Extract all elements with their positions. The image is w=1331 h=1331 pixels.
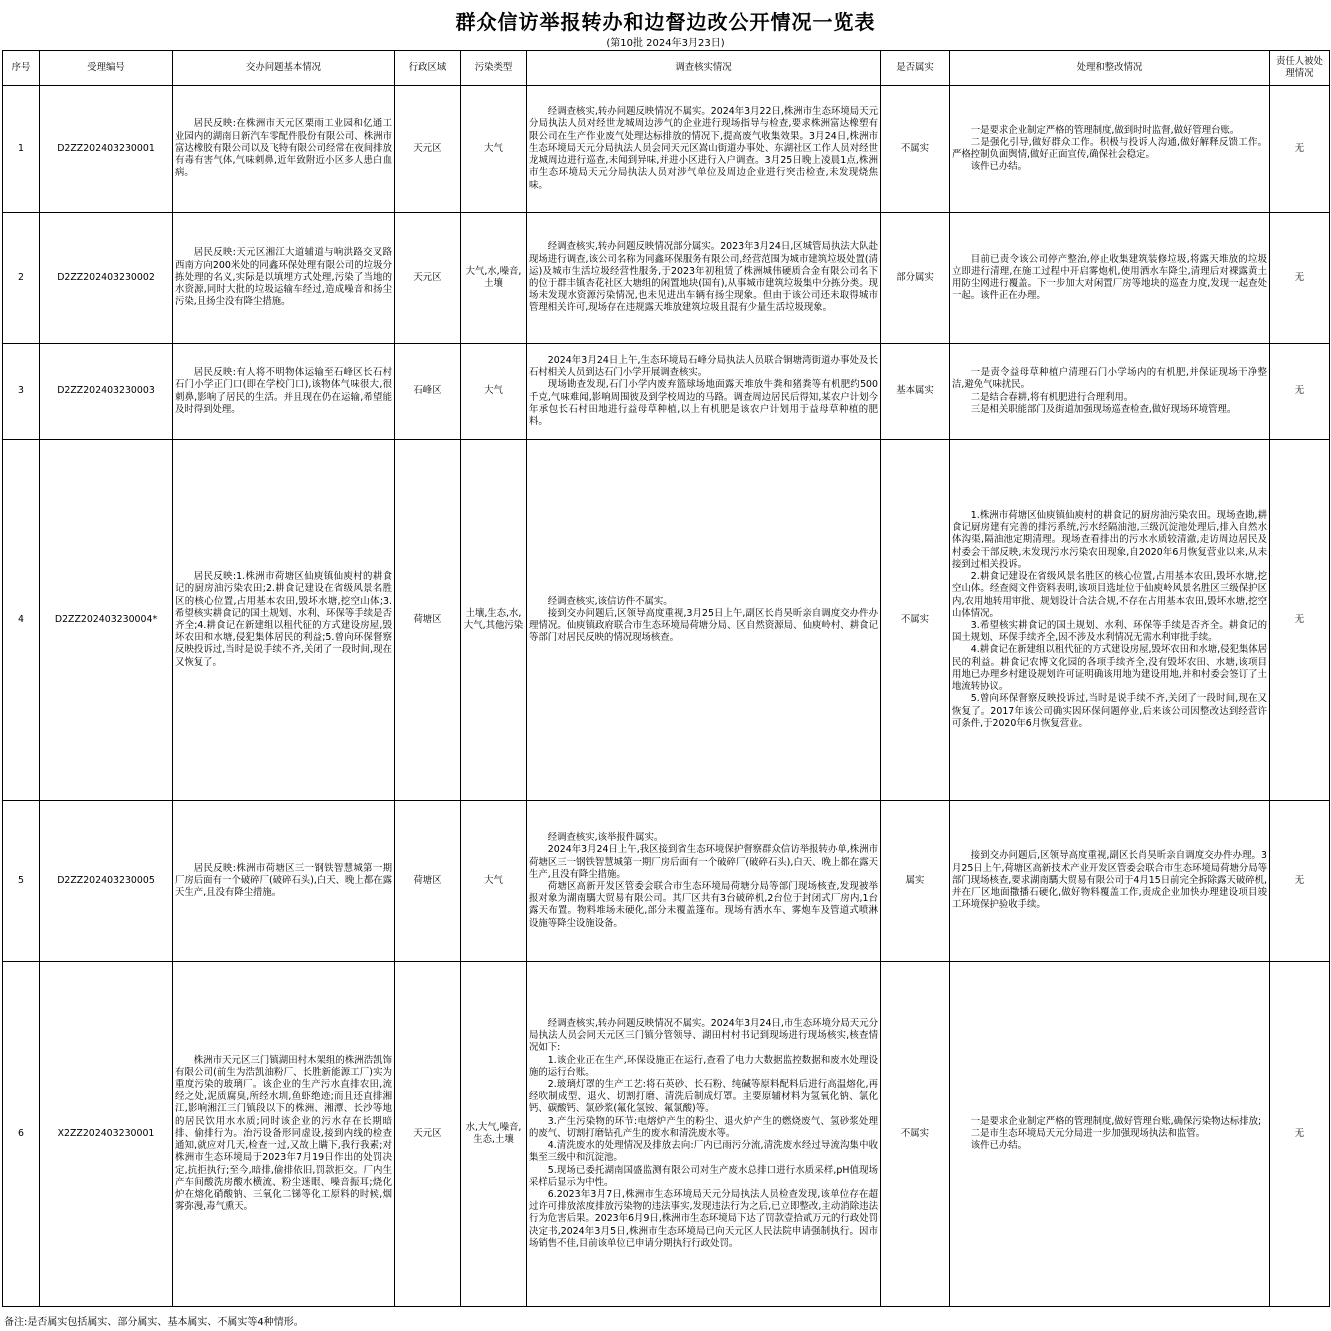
- cell-punishment: 无: [1270, 801, 1330, 962]
- investigation-paragraph: 1.该企业正在生产,环保设施正在运行,查看了电力大数据监控数据和废水处理设施的运行台账。: [529, 1054, 878, 1078]
- cell-investigation: [527, 962, 881, 1307]
- header-investigation: 调查核实情况: [527, 51, 881, 86]
- table-row: [3, 440, 1330, 801]
- cell-verdict: 不属实: [881, 962, 950, 1307]
- investigation-paragraph: 接到交办问题后,区领导高度重视,3月25日上午,副区长肖昊昕亲自调度交办件办理情况。仙庾镇政府联合市生态环境局荷塘分局、区自然资源局、仙庾岭村、耕食记等部门对居民反映的情况现场核查。: [529, 607, 878, 644]
- handling-paragraph: 该件已办结。: [970, 1140, 1028, 1152]
- cell-issue: 居民反映:天元区湘江大道辅道与响洪路交叉路西南方向200米处的同鑫环保处理有限公司的垃圾分拣处理的名义,实际是以填埋方式处理,污染了当地的水资源,同时大批的垃圾运输车经过,造成噪音和扬尘污染,且扬尘没有降尘措施。: [173, 213, 395, 344]
- cell-code: D2ZZ202403230003: [40, 344, 173, 440]
- cell-pollution-type: 水,大气,噪音,生态,土壤: [461, 962, 527, 1307]
- table-row: [3, 962, 1330, 1307]
- header-handling: 处理和整改情况: [950, 51, 1270, 86]
- cell-no: 2: [3, 213, 40, 344]
- handling-paragraph: 二是结合春耕,将有机肥进行合理利用。: [970, 391, 1134, 403]
- cell-no: 5: [3, 801, 40, 962]
- cell-pollution-type: 大气,水,噪音,土壤: [461, 213, 527, 344]
- handling-paragraph: 一是要求企业制定严格的管理制度,做好管理台账,确保污染物达标排放;: [970, 1115, 1262, 1127]
- investigation-paragraph: 经调查核实,转办问题反映情况不属实。2024年3月22日,株洲市生态环境局天元分局执法人员对经世龙城周边涉气的企业进行现场指导与检查,要求株洲富达橡塑有限公司在生产作业废气处理达标排放的情况下,提高废气收集效果。3月24日,株洲市生态环境局天元分局执法人员会同天元区嵩山街道办事处、东湖社区工作人员对经世龙城周边进行巡查,未闻到异味,并进小区进行入户调查。3月25日晚上凌晨1点,株洲市生态环境局天元分局执法人员对涉气单位及周边企业进行突击检查,未发现烧焦味。: [529, 106, 878, 191]
- handling-paragraph: 3.希望核实耕食记的国土规划、水利、环保等手续是否齐全。耕食记的国土规划、环保手续齐全,因不涉及水利情况无需水利审批手续。: [952, 620, 1267, 644]
- cell-investigation: [527, 86, 881, 213]
- cell-no: 1: [3, 86, 40, 213]
- handling-paragraph: 一是要求企业制定严格的管理制度,做到时时监督,做好管理台账。: [970, 124, 1240, 136]
- cell-punishment: 无: [1270, 344, 1330, 440]
- investigation-paragraph: 3.产生污染物的环节:电熔炉产生的粉尘、退火炉产生的燃烧废气、氢砂浆处理的废气、切割打磨钻孔产生的废水和清洗废水等。: [529, 1115, 878, 1139]
- cell-punishment: 无: [1270, 962, 1330, 1307]
- cell-issue: 居民反映:1.株洲市荷塘区仙庾镇仙庾村的耕食记的厨房油污染农田;2.耕食记建设在省级风景名胜区的核心位置,占用基本农田,毁坏水塘,挖空山体;3.希望核实耕食记的国土规划、水利、环保等手续是否齐全;4.耕食记在新建组以租代征的方式建设房屋,毁坏农田和水塘,侵犯集体居民的利益;5.曾向环保督察反映投诉过,当时是说手续不齐,关闭了一段时间,现在又恢复了。: [173, 440, 395, 801]
- cell-investigation: [527, 801, 881, 962]
- cell-handling: [950, 213, 1270, 344]
- investigation-paragraph: 经调查核实,转办问题反映情况部分属实。2023年3月24日,区城管局执法大队赴现场进行调查,该公司名称为同鑫环保服务有限公司,经营范围为城市建筑垃圾处置(清运)及城市生活垃圾经营性服务,于2023年初租赁了株洲城伟硬质合金有限公司名下的位于群丰镇杏花社区大塘组的闲置地块(国有),从事城市建筑垃圾集中分拣分类。现场未发现水资源污染情况,也未见进出车辆有扬尘现象。但由于该公司还未取得城市管理相关许可,现场存在违规露天堆放建筑垃圾且混有少量生活垃圾现象。: [529, 241, 878, 314]
- investigation-paragraph: 6.2023年3月7日,株洲市生态环境局天元分局执法人员检查发现,该单位存在超过许可排放浓度排放污染物的违法事实,发现违法行为之后,已立即整改,主动消除违法行为危害后果。2023年6月9日,株洲市生态环境局下达了罚款壹拾贰万元的行政处罚决定书,2024年3月5日,株洲市生态环境局已向天元区人民法院申请强制执行。因市场销售不佳,目前该单位已申请分期执行行政处罚。: [529, 1188, 878, 1249]
- investigation-paragraph: 4.清洗废水的处理情况及排放去向:厂内已雨污分流,清洗废水经过导流沟集中收集至三级中和沉淀池。: [529, 1140, 878, 1164]
- cell-verdict: 不属实: [881, 86, 950, 213]
- cell-punishment: 无: [1270, 213, 1330, 344]
- cell-issue: 居民反映:有人将不明物体运输至石峰区长石村石门小学正门口(即在学校门口),该物体气味很大,很刺鼻,影响了居民的生活。并且现在仍在运输,希望能及时得到处理。: [173, 344, 395, 440]
- header-punishment: 责任人被处理情况: [1270, 51, 1330, 86]
- cell-investigation: [527, 344, 881, 440]
- cell-pollution-type: 土壤,生态,水,大气,其他污染: [461, 440, 527, 801]
- investigation-paragraph: 2024年3月24日上午,生态环境局石峰分局执法人员联合铜塘湾街道办事处及长石村相关人员到达石门小学开展调查核实。: [529, 354, 878, 379]
- cell-verdict: 部分属实: [881, 213, 950, 344]
- cell-handling: [950, 801, 1270, 962]
- cell-no: 3: [3, 344, 40, 440]
- table-row: [3, 344, 1330, 440]
- cell-punishment: 无: [1270, 86, 1330, 213]
- cell-region: 石峰区: [395, 344, 461, 440]
- cell-code: D2ZZ202403230005: [40, 801, 173, 962]
- cell-issue: 居民反映:株洲市荷塘区三一钢铁智慧城第一期厂房后面有一个破碎厂(破碎石头),白天、晚上都在露天生产,且没有降尘措施。: [173, 801, 395, 962]
- table-row: [3, 213, 1330, 344]
- cell-verdict: 属实: [881, 801, 950, 962]
- cell-handling: [950, 344, 1270, 440]
- handling-paragraph: 该件已办结。: [970, 161, 1028, 173]
- header-code: 受理编号: [40, 51, 173, 86]
- handling-paragraph: 5.曾向环保督察反映投诉过,当时是说手续不齐,关闭了一段时间,现在又恢复了。2017年该公司确实因环保问题停业,后来该公司因整改达到经营许可条件,于2020年6月恢复营业。: [952, 693, 1267, 729]
- cell-punishment: 无: [1270, 440, 1330, 801]
- handling-paragraph: 接到交办问题后,区领导高度重视,副区长肖昊昕亲自调度交办件办理。3月25日上午,荷塘区高新技术产业开发区管委会联合市生态环境局荷塘分局等部门现场核查,要求湖南騳大贸易有限公司于4月15日前完全拆除露天破碎机,并在厂区地面撒播石硬化,做好物料覆盖工作,责成企业加快办理建设项目竣工环境保护验收手续。: [952, 850, 1267, 911]
- document-subtitle: (第10批 2024年3月23日): [606, 38, 725, 49]
- investigation-paragraph: 经调查核实,转办问题反映情况不属实。2024年3月24日,市生态环境分局天元分局执法人员会同天元区三门镇分管领导、湖田村村书记到现场进行现场核实,核查情况如下:: [529, 1017, 878, 1054]
- investigation-paragraph: 经调查核实,该举报件属实。: [547, 832, 664, 844]
- cell-code: D2ZZ202403230001: [40, 86, 173, 213]
- cell-region: 天元区: [395, 213, 461, 344]
- cell-investigation: [527, 213, 881, 344]
- handling-paragraph: 目前已责令该公司停产整治,停止收集建筑装修垃圾,将露天堆放的垃圾立即进行清理,在施工过程中开启雾炮机,使用洒水车降尘,清理后对裸露黄土用防尘网进行覆盖。下一步加大对闲置厂房等地块的巡查力度,发现一起查处一起。该件正在办理。: [952, 253, 1267, 302]
- cell-pollution-type: 大气: [461, 344, 527, 440]
- cell-region: 天元区: [395, 962, 461, 1307]
- cell-code: D2ZZ202403230002: [40, 213, 173, 344]
- petition-table: [2, 50, 1330, 1307]
- handling-paragraph: 二是强化引导,做好群众工作。积极与投诉人沟通,做好解释反馈工作。严格控制负面舆情,做好正面宣传,确保社会稳定。: [952, 136, 1267, 160]
- cell-code: X2ZZ202403230001: [40, 962, 173, 1307]
- cell-code: D2ZZ202403230004*: [40, 440, 173, 801]
- cell-issue: 居民反映:在株洲市天元区栗雨工业园和亿通工业园内的湖南日新汽车零配件股份有限公司、株洲市富达橡胶有限公司以及飞特有限公司经常在夜间排放有毒有害气体,气味刺鼻,近年致附近小区多人患白血病。: [173, 86, 395, 213]
- document-title: 群众信访举报转办和边督边改公开情况一览表: [455, 10, 876, 34]
- cell-pollution-type: 大气: [461, 86, 527, 213]
- cell-issue: 株洲市天元区三门镇湖田村木架组的株洲浩凯饰有限公司(前生为浩凯油粉厂、长胜新能源工厂)实为重度污染的玻璃厂。该企业的生产污水直排农田,流经之处,泥质腐臭,所经水圳,鱼虾绝迹;而且还直排湘江,影响湘江三门镇段以下的株洲、湘潭、长沙等地的居民饮用水水质;同时该企业的污水存在长期暗排、偷排行为。治污设备形同虚设,接到内线的检查通知,就应对几天,检查一过,又故上瞒下,我行我素;对株洲市生态环境局于2023年7月19日作出的处罚决定,抗拒执行;至今,暗排,偷排依旧,罚款拒交。厂内生产车间酸洗房酸水横流、粉尘迷眼、噪音振耳;烧化炉在熔化硝酸钠、三氧化二锑等化工原料的时候,烟雾弥漫,毒气熏天。: [173, 962, 395, 1307]
- header-issue: 交办问题基本情况: [173, 51, 395, 86]
- investigation-paragraph: 5.现场已委托湖南国盛监测有限公司对生产废水总排口进行水质采样,pH值现场采样后显示为中性。: [529, 1164, 878, 1188]
- cell-pollution-type: 大气: [461, 801, 527, 962]
- cell-region: 天元区: [395, 86, 461, 213]
- investigation-paragraph: 经调查核实,该信访件不属实。: [547, 595, 673, 607]
- investigation-paragraph: 现场勘查发现,石门小学内废弃篮球场地面露天堆放牛粪和猪粪等有机肥约500千克,气味难闻,影响周围彼及到学校周边的马路。调查周边居民后得知,某农户计划今年承包长石村田地进行益母草种植,以上有机肥是该农户计划用于益母草种植的肥料。: [529, 379, 878, 427]
- investigation-paragraph: 2024年3月24日上午,我区接到省生态环境保护督察群众信访举报转办单,株洲市荷塘区三一钢铁智慧城第一期厂房后面有一个破碎厂(破碎石头),白天、晚上都在露天生产,且没有降尘措施。: [529, 844, 878, 880]
- cell-no: 4: [3, 440, 40, 801]
- header-region: 行政区域: [395, 51, 461, 86]
- handling-paragraph: 二是市生态环境局天元分局进一步加强现场执法和监管。: [970, 1127, 1206, 1139]
- table-row: [3, 801, 1330, 962]
- footnote: 备注:是否属实包括属实、部分属实、基本属实、不属实等4种情形。: [4, 1317, 304, 1328]
- header-pollution-type: 污染类型: [461, 51, 527, 86]
- cell-investigation: [527, 440, 881, 801]
- handling-paragraph: 4.耕食记在新建组以租代征的方式建设房屋,毁坏农田和水塘,侵犯集体居民的利益。耕食记农博文化园的各项手续齐全,没有毁坏农田、水塘,该项目用地已办理乡村建设规划许可证明确该用地为建设用地,并和村委会签订了土地流转协议。: [952, 644, 1267, 693]
- table-header-row: [3, 51, 1330, 86]
- cell-handling: [950, 962, 1270, 1307]
- handling-paragraph: 三是相关职能部门及街道加强现场巡查检查,做好现场环境管理。: [970, 403, 1237, 415]
- cell-handling: [950, 86, 1270, 213]
- investigation-paragraph: 2.玻璃灯罩的生产工艺:将石英砂、长石粉、纯碱等原料配料后进行高温熔化,再经吹制成型、退火、切割打磨、清洗后制成灯罩。主要原辅材料为氢氧化钠、氯化钙、碳酸钙、氯砂浆(氟化氢铵、氟氯酸)等。: [529, 1079, 878, 1115]
- cell-verdict: 基本属实: [881, 344, 950, 440]
- cell-no: 6: [3, 962, 40, 1307]
- cell-verdict: 不属实: [881, 440, 950, 801]
- handling-paragraph: 1.株洲市荷塘区仙庾镇仙庾村的耕食记的厨房油污染农田。现场查勘,耕食记厨房建有完善的排污系统,污水经隔油池,三级沉淀池处理后,排入自然水体沟渠,隔油池定期清理。现场查看排出的污水水质较清澈,走访周边居民及村委会干部反映,未发现污水污染农田现象,自2020年6月恢复营业以来,从未接到过相关投诉。: [952, 510, 1267, 570]
- cell-handling: [950, 440, 1270, 801]
- table-row: [3, 86, 1330, 213]
- investigation-paragraph: 荷塘区高新开发区管委会联合市生态环境局荷塘分局等部门现场核查,发现被举报对象为湖南騳大贸易有限公司。其厂区共有3台破碎机,2台位于封闭式厂房内,1台露天布置。物料堆场未硬化,部分未覆盖篷布。现场有洒水车、雾炮车及管道式喷淋设施等降尘设施设备。: [529, 881, 878, 929]
- cell-region: 荷塘区: [395, 440, 461, 801]
- handling-paragraph: 2.耕食记建设在省级风景名胜区的核心位置,占用基本农田,毁坏水塘,挖空山体。经查阅文件资料表明,该项目选址位于仙庾岭风景名胜区三级保护区内,农用地转用审批、规划设计合法合规,不存在占用基本农田,毁坏水塘,挖空山体情况。: [952, 571, 1267, 619]
- cell-region: 荷塘区: [395, 801, 461, 962]
- handling-paragraph: 一是责令益母草种植户清理石门小学场内的有机肥,并保证现场干净整洁,避免气味扰民。: [952, 367, 1267, 391]
- header-no: 序号: [3, 51, 40, 86]
- header-verdict: 是否属实: [881, 51, 950, 86]
